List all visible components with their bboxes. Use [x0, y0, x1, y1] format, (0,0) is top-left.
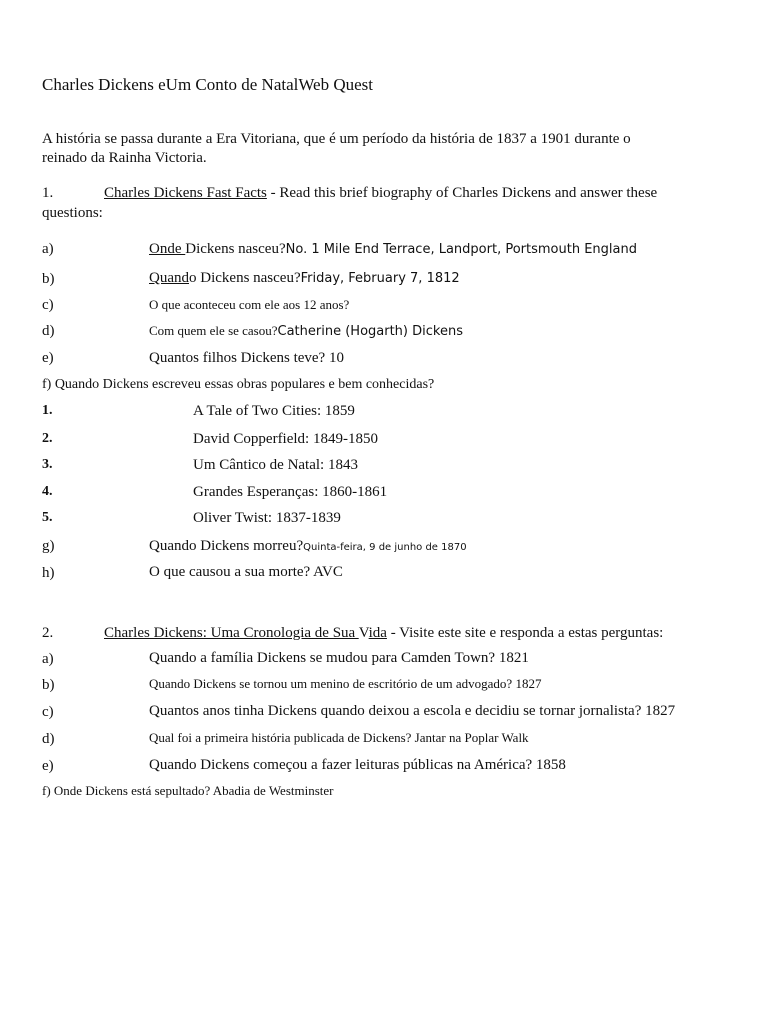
work-item: David Copperfield: 1849-1850 [193, 431, 378, 447]
work-number: 2. [42, 431, 53, 446]
question-2b: Quando Dickens se tornou um menino de escritório de um advogado? 1827 [149, 676, 542, 691]
question-h: O que causou a sua morte? AVC [149, 564, 343, 580]
section-2-instruction: - Visite este site e responda a estas perguntas: [386, 625, 664, 641]
work-number: 3. [42, 457, 53, 472]
question-b: Quando Dickens nasceu?Friday, February 7, 1812 [149, 270, 460, 286]
fast-facts-link[interactable]: Charles Dickens Fast Facts [104, 185, 267, 201]
question-f: f) Quando Dickens escreveu essas obras populares e bem conhecidas? [42, 377, 435, 392]
work-item: Oliver Twist: 1837-1839 [193, 510, 341, 526]
item-label: b) [42, 677, 55, 693]
item-label: c) [42, 704, 54, 720]
item-label: e) [42, 350, 54, 366]
item-label: e) [42, 758, 54, 774]
item-label: b) [42, 271, 55, 287]
work-number: 4. [42, 484, 53, 499]
section-1-number: 1. [42, 185, 54, 201]
question-a: Onde Dickens nasceu?No. 1 Mile End Terrace, Landport, Portsmouth England [149, 241, 637, 257]
work-number: 5. [42, 510, 53, 525]
intro-line-2: reinado da Rainha Victoria. [42, 150, 207, 166]
section-1-heading [104, 186, 657, 201]
work-item: A Tale of Two Cities: 1859 [193, 403, 355, 419]
question-e: Quantos filhos Dickens teve? 10 [149, 350, 344, 366]
work-item: Grandes Esperanças: 1860-1861 [193, 484, 388, 500]
answer-g: Quinta-feira, 9 de junho de 1870 [303, 542, 467, 553]
intro-line-1: A história se passa durante a Era Vitoriana, que é um período da história de 1837 a 1901 durante o [42, 131, 631, 147]
question-d: Com quem ele se casou?Catherine (Hogarth) Dickens [149, 323, 463, 339]
item-label: g) [42, 538, 55, 554]
section-1-instruction-line-2: questions: [42, 205, 103, 221]
work-item: Um Cântico de Natal: 1843 [193, 457, 358, 473]
answer-d: Catherine (Hogarth) Dickens [277, 324, 463, 339]
question-2c: Quantos anos tinha Dickens quando deixou a escola e decidiu se tornar jornalista? 1827 [149, 703, 676, 719]
question-2d: Qual foi a primeira história publicada de Dickens? Jantar na Poplar Walk [149, 730, 529, 745]
question-c: O que aconteceu com ele aos 12 anos? [149, 297, 350, 312]
item-label: d) [42, 731, 55, 747]
question-2f: f) Onde Dickens está sepultado? Abadia de Westminster [42, 783, 334, 798]
item-label: c) [42, 297, 54, 313]
section-1-instruction: - Read this brief biography of Charles Dickens and answer these [266, 185, 658, 201]
document-title: Charles Dickens eUm Conto de NatalWeb Quest [42, 75, 373, 94]
item-label: a) [42, 651, 54, 667]
work-number: 1. [42, 403, 53, 418]
answer-a: No. 1 Mile End Terrace, Landport, Portsmouth England [285, 242, 637, 257]
item-label: a) [42, 241, 54, 257]
answer-b: Friday, February 7, 1812 [300, 271, 460, 286]
question-2a: Quando a família Dickens se mudou para Camden Town? 1821 [149, 650, 529, 666]
item-label: h) [42, 565, 55, 581]
section-2-heading: Charles Dickens: Uma Cronologia de Sua Vida - Visite este site e responda a estas perguntas: [104, 625, 664, 641]
section-2-number: 2. [42, 625, 54, 641]
chronology-link[interactable]: Charles Dickens: Uma Cronologia de Sua [104, 625, 359, 641]
question-2e: Quando Dickens começou a fazer leituras públicas na América? 1858 [149, 757, 566, 773]
item-label: d) [42, 323, 55, 339]
question-g: Quando Dickens morreu?Quinta-feira, 9 de junho de 1870 [149, 538, 467, 554]
